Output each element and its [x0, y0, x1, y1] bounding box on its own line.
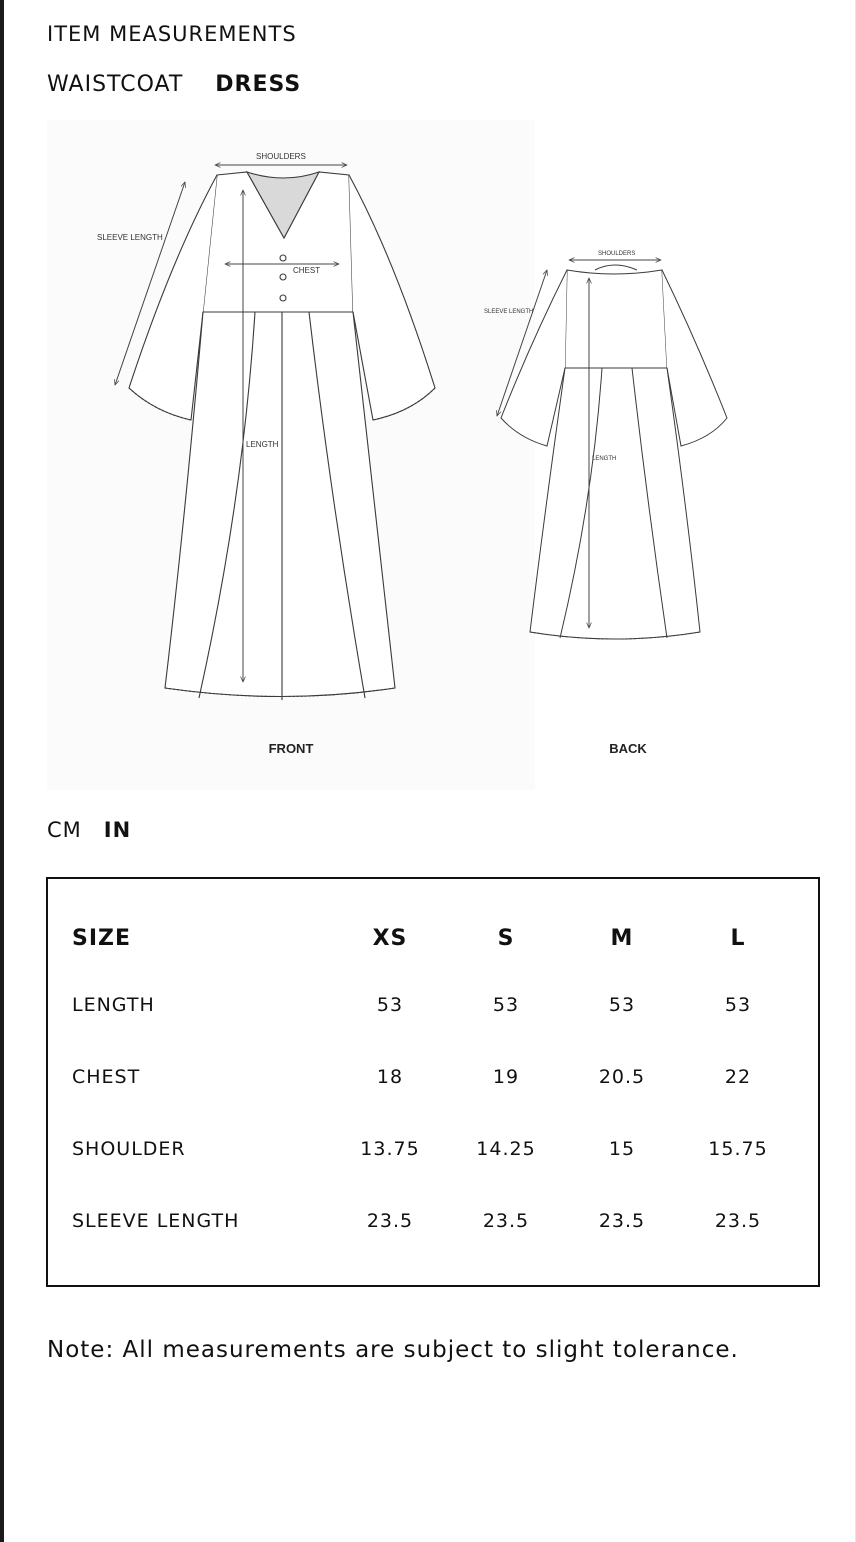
header-s: S [497, 925, 515, 951]
cell-value: 22 [724, 1066, 752, 1088]
cell-value: 20.5 [598, 1066, 646, 1088]
cell-value: 14.25 [476, 1138, 536, 1160]
cell-value: 23.5 [366, 1210, 414, 1232]
unit-in[interactable]: IN [103, 818, 132, 842]
back-shoulders-label: SHOULDERS [598, 251, 636, 257]
cell-value: 19 [492, 1066, 520, 1088]
header-xs: XS [372, 925, 408, 951]
tolerance-note: Note: All measurements are subject to slight tolerance. [47, 1337, 739, 1363]
cell-value: 15.75 [708, 1138, 768, 1160]
tab-waistcoat[interactable]: WAISTCOAT [47, 72, 184, 97]
header-m: M [610, 925, 634, 951]
unit-cm[interactable]: CM [47, 818, 82, 842]
cell-value: 23.5 [714, 1210, 762, 1232]
front-chest-label: CHEST [293, 266, 321, 275]
table-row [72, 1185, 796, 1257]
left-border [0, 0, 4, 1542]
row-label: CHEST [72, 1066, 141, 1088]
cell-value: 53 [608, 994, 636, 1016]
unit-tabs [47, 818, 131, 842]
front-view-label: FRONT [268, 741, 314, 756]
back-length-label: LENGTH [592, 456, 617, 462]
front-sleeve-length-label: SLEEVE LENGTH [97, 233, 163, 242]
cell-value: 53 [376, 994, 404, 1016]
header-l: L [730, 925, 746, 951]
measurement-diagram [47, 120, 807, 800]
cell-value: 23.5 [482, 1210, 530, 1232]
back-view-label: BACK [609, 741, 647, 756]
size-chart [46, 877, 820, 1287]
row-label: SHOULDER [72, 1138, 186, 1160]
cell-value: 18 [376, 1066, 404, 1088]
header-size: SIZE [72, 925, 132, 951]
cell-value: 15 [608, 1138, 636, 1160]
table-row [72, 1041, 796, 1113]
back-sleeve-length-label: SLEEVE LENGTH [484, 309, 534, 315]
front-shoulders-label: SHOULDERS [256, 152, 306, 161]
table-row [72, 969, 796, 1041]
cell-value: 53 [724, 994, 752, 1016]
row-label: LENGTH [72, 994, 155, 1016]
cell-value: 13.75 [360, 1138, 420, 1160]
tab-dress[interactable]: DRESS [215, 72, 302, 97]
row-label: SLEEVE LENGTH [72, 1210, 240, 1232]
table-row [72, 1113, 796, 1185]
front-length-label: LENGTH [246, 440, 279, 449]
garment-tabs [47, 72, 301, 97]
cell-value: 53 [492, 994, 520, 1016]
table-header-row [72, 907, 796, 969]
cell-value: 23.5 [598, 1210, 646, 1232]
page-title: ITEM MEASUREMENTS [47, 22, 297, 46]
